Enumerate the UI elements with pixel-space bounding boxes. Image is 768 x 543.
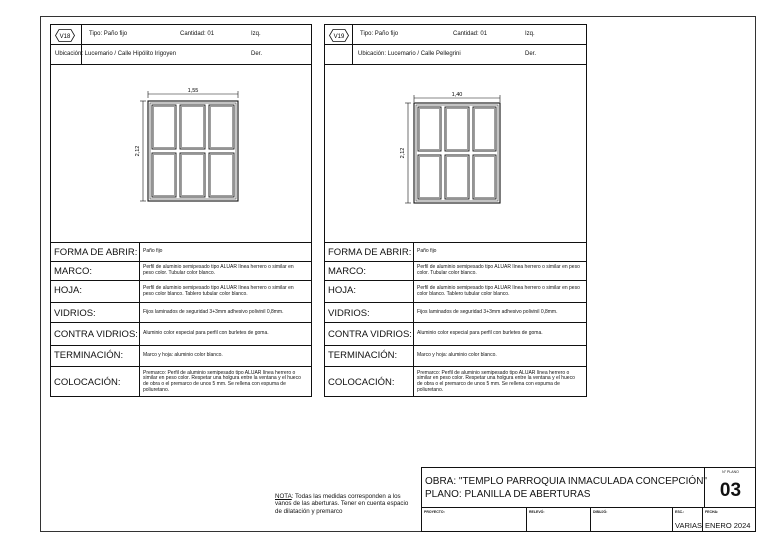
- spec-label: FORMA DE ABRIR:: [54, 247, 138, 258]
- spec-value: Perfil de aluminio semipesado tipo ALUAR línea herrero o similar en peso color. Tubular color blanco.: [413, 262, 583, 280]
- window-card-v19: [324, 24, 587, 397]
- spec-value: Marco y hoja: aluminio color blanco.: [413, 346, 583, 366]
- spec-value: Fijos laminados de seguridad 3+3mm adhesivo polivinil 0,8mm.: [139, 303, 308, 322]
- window-drawing-area: [325, 65, 586, 243]
- window-elevation-drawing: [51, 65, 311, 243]
- window-code-hexagon-icon: [329, 29, 349, 42]
- dibujo-caption: DIBUJÓ:: [593, 510, 608, 514]
- obra-title: OBRA: "TEMPLO PARROQUIA INMACULADA CONCEPCIÓN": [425, 476, 707, 487]
- spec-row-terminacion: [51, 346, 311, 367]
- spec-label: MARCO:: [328, 266, 366, 277]
- header-divider: [81, 25, 82, 65]
- spec-label: TERMINACIÓN:: [54, 350, 124, 361]
- window-code: V19: [333, 34, 345, 40]
- spec-label: COLOCACIÓN:: [54, 377, 121, 388]
- spec-label: CONTRA VIDRIOS:: [328, 329, 412, 340]
- fecha-value: ENERO 2024: [705, 521, 751, 530]
- card-header-row-2: [325, 45, 586, 65]
- spec-value: Premarco: Perfil de aluminio semipesado tipo ALUAR línea herrero o similar en peso color. Respetar una holgura entre la ventana y el hueco de obra o el premarco de unos 5 mm. Se rellena con espuma de poliuretano.: [413, 367, 583, 397]
- plano-number-caption: N° PLANO: [722, 470, 739, 474]
- spec-row-marco: [325, 262, 586, 281]
- ubicacion-label: Ubicación: Lucemario / Calle Hipólito Irigoyen: [55, 51, 177, 57]
- card-header-row-1: [325, 25, 586, 45]
- window-drawing-area: [51, 65, 311, 243]
- spec-value: Paño fijo: [139, 243, 308, 261]
- spec-label: HOJA:: [328, 285, 356, 296]
- spec-row-hoja: [51, 281, 311, 303]
- spec-label: FORMA DE ABRIR:: [328, 247, 412, 258]
- fecha-cell: [702, 508, 755, 532]
- card-header-row-1: [51, 25, 311, 45]
- spec-label: TERMINACIÓN:: [328, 350, 398, 361]
- spec-label: MARCO:: [54, 266, 92, 277]
- izq-label: Izq.: [251, 31, 261, 37]
- spec-label: HOJA:: [54, 285, 82, 296]
- spec-row-contra-vidrios: [325, 323, 586, 346]
- spec-row-contra-vidrios: [51, 323, 311, 346]
- spec-table: [325, 243, 586, 396]
- spec-value: Perfil de aluminio semipesado tipo ALUAR línea herrero o similar en peso color blanco. Tablero tubular color blanco.: [413, 281, 583, 302]
- proyecto-caption: PROYECTO:: [424, 510, 445, 514]
- spec-value: Perfil de aluminio semipesado tipo ALUAR línea herrero o similar en peso color blanco. Tablero tubular color blanco.: [139, 281, 308, 302]
- cantidad-label: Cantidad: 01: [453, 31, 488, 37]
- spec-label: CONTRA VIDRIOS:: [54, 329, 138, 340]
- spec-value: Fijos laminados de seguridad 3+3mm adhesivo polivinil 0,8mm.: [413, 303, 583, 322]
- cantidad-label: Cantidad: 01: [180, 31, 215, 37]
- escala-cell: [672, 508, 702, 532]
- spec-row-marco: [51, 262, 311, 281]
- spec-row-colocacion: [325, 367, 586, 397]
- spec-row-forma: [325, 243, 586, 262]
- window-elevation-drawing: [325, 65, 586, 243]
- note-text: : Todas las medidas corresponden a los vanos de las aberturas. Tener en cuenta espacio de dilatación y premarco: [275, 493, 409, 515]
- fecha-caption: FECHA:: [705, 510, 719, 514]
- width-dimension: 1,40: [451, 92, 463, 98]
- spec-value: Aluminio color especial para perfil con burletes de goma.: [413, 323, 583, 345]
- height-dimension: 2,12: [135, 145, 141, 157]
- escala-caption: ESC.:: [675, 510, 685, 514]
- window-card-v18: [50, 24, 312, 397]
- spec-row-forma: [51, 243, 311, 262]
- spec-label: VIDRIOS:: [328, 308, 370, 319]
- ubicacion-label: Ubicación: Lucemario / Calle Pellegrini: [358, 51, 461, 57]
- proyecto-cell: [422, 508, 526, 532]
- spec-value: Premarco: Perfil de aluminio semipesado tipo ALUAR línea herrero o similar en peso color. Respetar una holgura entre la ventana y el hueco de obra o el premarco de unos 5 mm. Se rellena con espuma de poliuretano.: [139, 367, 308, 397]
- spec-row-hoja: [325, 281, 586, 303]
- plano-number-cell: [704, 468, 756, 507]
- tipo-label: Tipo: Paño fijo: [360, 31, 399, 37]
- plano-number: 03: [719, 480, 742, 501]
- spec-label: COLOCACIÓN:: [328, 377, 395, 388]
- note-prefix: NOTA: [275, 493, 292, 500]
- der-label: Der.: [251, 51, 263, 57]
- dibujo-cell: [590, 508, 672, 532]
- spec-table: [51, 243, 311, 396]
- izq-label: Izq.: [525, 31, 535, 37]
- spec-row-terminacion: [325, 346, 586, 367]
- height-dimension: 2,12: [400, 147, 406, 159]
- relevo-cell: [526, 508, 590, 532]
- escala-value: VARIAS: [675, 521, 702, 530]
- spec-value: Aluminio color especial para perfil con burletes de goma.: [139, 323, 308, 345]
- width-dimension: 1,55: [187, 88, 199, 94]
- relevo-caption: RELEVÓ:: [529, 510, 545, 514]
- spec-row-vidrios: [51, 303, 311, 323]
- plano-title: PLANO: PLANILLA DE ABERTURAS: [425, 489, 591, 500]
- spec-value: Perfil de aluminio semipesado tipo ALUAR línea herrero o similar en peso color. Tubular color blanco.: [139, 262, 308, 280]
- tipo-label: Tipo: Paño fijo: [89, 31, 128, 37]
- title-block-footer: [422, 507, 755, 532]
- spec-label: VIDRIOS:: [54, 308, 96, 319]
- spec-row-colocacion: [51, 367, 311, 397]
- card-header-row-2: [51, 45, 311, 65]
- spec-value: Marco y hoja: aluminio color blanco.: [139, 346, 308, 366]
- spec-row-vidrios: [325, 303, 586, 323]
- window-code-hexagon-icon: [55, 29, 75, 42]
- spec-value: Paño fijo: [413, 243, 583, 261]
- title-block: [421, 467, 756, 532]
- der-label: Der.: [525, 51, 537, 57]
- header-divider: [352, 25, 353, 65]
- window-code: V18: [59, 34, 71, 40]
- dimensions-note: [275, 493, 415, 515]
